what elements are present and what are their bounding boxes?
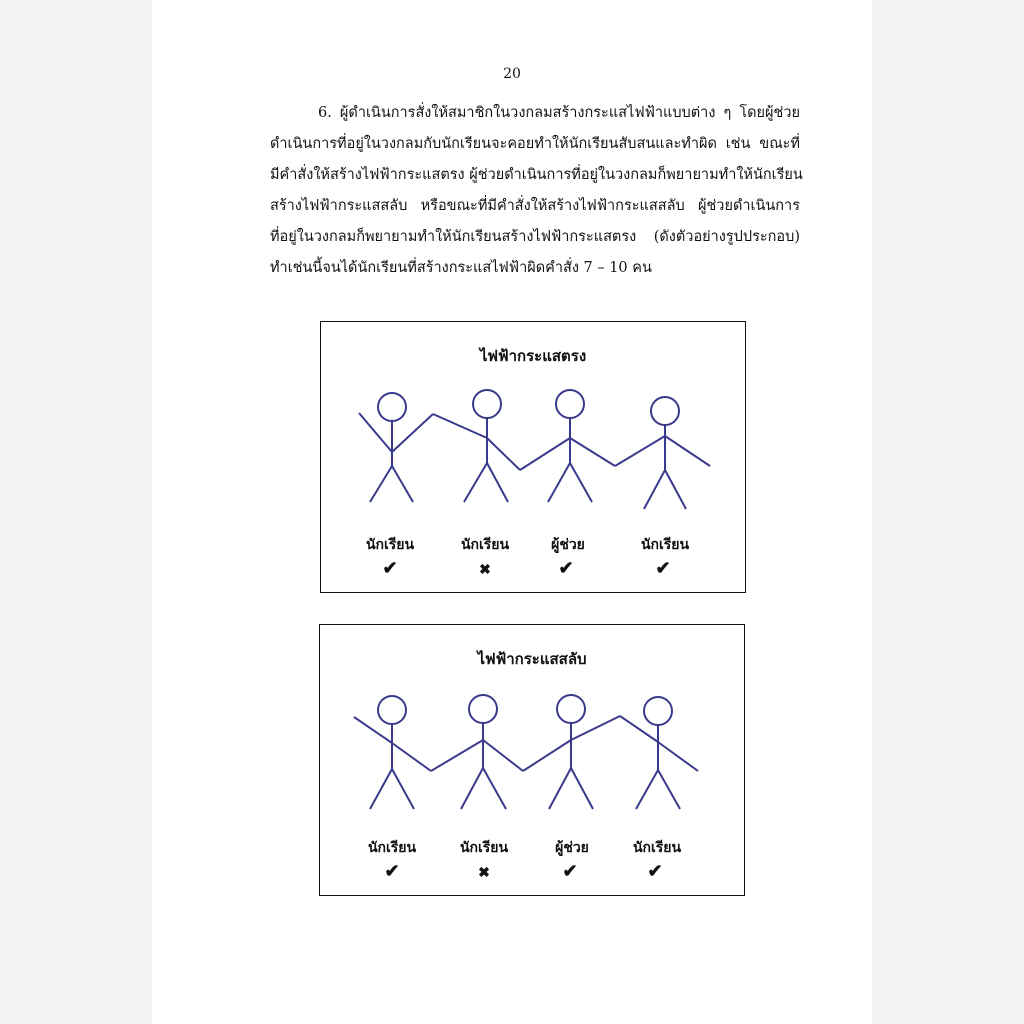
person-head xyxy=(378,393,406,421)
paragraph-line: มีคำสั่งให้สร้างไฟฟ้ากระแสตรง ผู้ช่วยดำเนินการที่อยู่ในวงกลมก็พยายามทำให้นักเรียน xyxy=(270,167,803,183)
paragraph-line: ที่อยู่ในวงกลมก็พยายามทำให้นักเรียนสร้างไฟฟ้ากระแสตรง (ดังตัวอย่างรูปประกอบ) xyxy=(270,229,800,245)
person-leg xyxy=(483,768,506,809)
person-arm xyxy=(359,413,392,452)
stick-figures-direct xyxy=(359,390,710,509)
person-leg xyxy=(658,770,680,809)
check-icon: ✔ xyxy=(647,861,663,882)
person-arm xyxy=(571,716,620,740)
linked-arm xyxy=(431,740,483,771)
person-leg xyxy=(636,770,658,809)
person-arm xyxy=(665,436,710,466)
person-leg xyxy=(392,769,414,809)
person-arm xyxy=(483,740,523,771)
stick-figures-alternating xyxy=(354,695,698,809)
person-head xyxy=(378,696,406,724)
figure-direct-current xyxy=(320,321,746,593)
check-icon: ✔ xyxy=(384,861,400,882)
role-label: นักเรียน xyxy=(640,537,690,553)
paragraph-line: 6. ผู้ดำเนินการสั่งให้สมาชิกในวงกลมสร้างกระแสไฟฟ้าแบบต่าง ๆ โดยผู้ช่วย xyxy=(318,105,800,121)
linked-arm xyxy=(523,740,571,771)
linked-arm xyxy=(615,436,665,466)
figure-alternating-current xyxy=(319,624,745,896)
check-icon: ✔ xyxy=(655,558,671,579)
person-head xyxy=(556,390,584,418)
person-leg xyxy=(548,463,570,502)
person-leg xyxy=(665,470,686,509)
role-label: นักเรียน xyxy=(367,840,417,856)
linked-arm xyxy=(433,414,487,438)
person-leg xyxy=(370,769,392,809)
person-leg xyxy=(571,768,593,809)
person-leg xyxy=(487,463,508,502)
person-arm xyxy=(570,438,615,466)
role-label: ผู้ช่วย xyxy=(555,840,589,856)
cross-icon: ✖ xyxy=(478,865,490,881)
person-leg xyxy=(549,768,571,809)
person-head xyxy=(644,697,672,725)
role-label: นักเรียน xyxy=(365,537,415,553)
person-leg xyxy=(392,466,413,502)
check-icon: ✔ xyxy=(558,558,574,579)
linked-arm xyxy=(620,716,658,742)
role-label: นักเรียน xyxy=(632,840,682,856)
page-number: 20 xyxy=(503,66,521,82)
person-head xyxy=(469,695,497,723)
person-leg xyxy=(644,470,665,509)
person-arm xyxy=(392,743,431,771)
linked-arm xyxy=(520,438,570,470)
role-label: นักเรียน xyxy=(460,537,510,553)
person-arm xyxy=(354,717,392,743)
paragraph-line: ทำเช่นนี้จนได้นักเรียนที่สร้างกระแสไฟฟ้าผิดคำสั่ง 7 – 10 คน xyxy=(270,260,652,276)
check-icon: ✔ xyxy=(382,558,398,579)
person-leg xyxy=(461,768,483,809)
person-head xyxy=(651,397,679,425)
paragraph-line: ดำเนินการที่อยู่ในวงกลมกับนักเรียนจะคอยทำให้นักเรียนสับสนและทำผิด เช่น ขณะที่ xyxy=(270,136,800,152)
person-head xyxy=(557,695,585,723)
paragraph-line: สร้างไฟฟ้ากระแสสลับ หรือขณะที่มีคำสั่งให้สร้างไฟฟ้ากระแสสลับ ผู้ช่วยดำเนินการ xyxy=(270,198,800,214)
person-leg xyxy=(464,463,487,502)
role-label: นักเรียน xyxy=(459,840,509,856)
cross-icon: ✖ xyxy=(479,562,491,578)
person-arm xyxy=(487,438,520,470)
person-leg xyxy=(370,466,392,502)
person-arm xyxy=(658,742,698,771)
person-leg xyxy=(570,463,592,502)
role-label: ผู้ช่วย xyxy=(551,537,585,553)
person-head xyxy=(473,390,501,418)
check-icon: ✔ xyxy=(562,861,578,882)
figure-title: ไฟฟ้ากระแสสลับ xyxy=(477,650,587,668)
instruction-paragraph xyxy=(270,98,803,284)
figure-title: ไฟฟ้ากระแสตรง xyxy=(479,347,587,365)
